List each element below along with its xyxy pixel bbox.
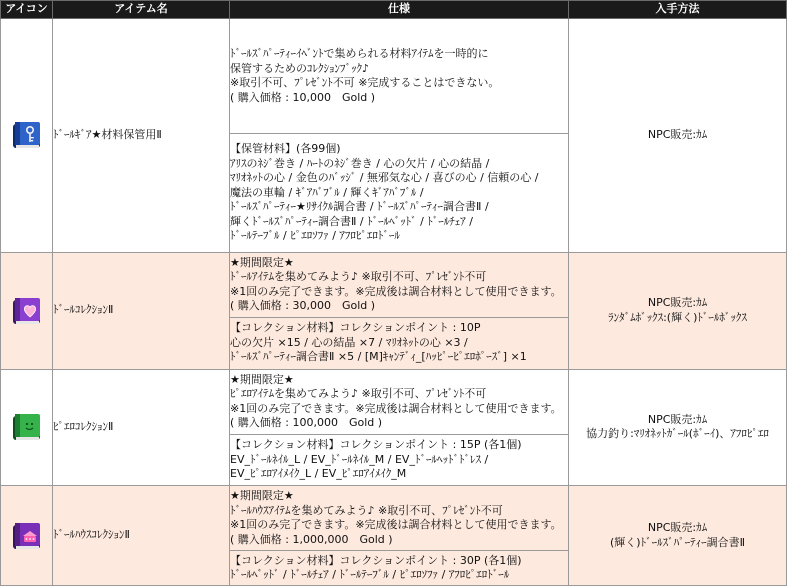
item-icon-cell [1,369,53,486]
spec-line: EV_ﾄﾞｰﾙﾈｲﾙ_L / EV_ﾄﾞｰﾙﾈｲﾙ_M / EV_ﾄﾞｰﾙﾍｯﾄﾞﾄﾞﾚｽ / [230,452,489,466]
spec-line: 魔法の車輪 / ｷﾞｱﾊﾞﾌﾞﾙ / 輝くｷﾞｱﾊﾞﾌﾞﾙ / [230,185,424,199]
spec-line: ﾄﾞｰﾙﾊｳｽｱｲﾃﾑを集めてみよう♪ ※取引不可、ﾌﾟﾚｾﾞﾝﾄ不可 [230,503,503,517]
spec-line: ﾄﾞｰﾙﾃｰﾌﾞﾙ / ﾋﾟｴﾛｿﾌｧ / ｱﾌﾛﾋﾟｴﾛﾄﾞｰﾙ [230,229,400,243]
method-line: 協力釣り:ﾏﾘｵﾈｯﾄｶﾞｰﾙ(ﾎﾞｰｲ)、ｱﾌﾛﾋﾟｴﾛ [586,427,769,441]
method-line: ﾗﾝﾀﾞﾑﾎﾞｯｸｽ:(輝く)ﾄﾞｰﾙﾎﾞｯｸｽ [608,310,747,324]
green-book-clown-icon [11,411,43,443]
spec-line: ★期間限定★ [230,255,294,269]
acquisition-method [569,369,787,486]
spec-line: ※1回のみ完了できます。※完成後は調合材料として使用できます。 [230,518,562,532]
acquisition-method [569,252,787,369]
spec-line: 保管するためのｺﾚｸｼｮﾝﾌﾞｯｸ♪ [230,61,370,75]
method-line: NPC販売:ｶﾑ [647,128,708,142]
spec-line: ( 購入価格 : 30,000 Gold ) [230,299,376,313]
spec-line: ﾋﾟｴﾛｱｲﾃﾑを集めてみよう♪ ※取引不可、ﾌﾟﾚｾﾞﾝﾄ不可 [230,387,487,401]
spec-line: 【コレクション材料】コレクションポイント : 30P (各1個) [230,553,522,567]
header-row [1,1,787,19]
spec-line: ★期間限定★ [230,489,294,503]
spec-description [230,369,569,434]
method-line: (輝く)ﾄﾞｰﾙｽﾞﾊﾟｰﾃｨｰ調合書Ⅱ [610,535,745,549]
header-method: 入手方法 [569,1,787,19]
spec-materials [230,134,569,253]
item-name: ﾋﾟｴﾛｺﾚｸｼｮﾝⅡ [53,369,230,486]
spec-line: 【コレクション材料】コレクションポイント : 10P [230,321,481,335]
spec-line: ﾄﾞｰﾙｱｲﾃﾑを集めてみよう♪ ※取引不可、ﾌﾟﾚｾﾞﾝﾄ不可 [230,270,487,284]
spec-line: ( 購入価格 : 10,000 Gold ) [230,90,376,104]
spec-materials [230,434,569,486]
table-row [1,252,787,317]
table-row [1,369,787,434]
spec-line: ※1回のみ完了できます。※完成後は調合材料として使用できます。 [230,284,562,298]
header-spec: 仕様 [230,1,569,19]
spec-line: ★期間限定★ [230,372,294,386]
spec-line: ※1回のみ完了できます。※完成後は調合材料として使用できます。 [230,401,562,415]
acquisition-method [569,486,787,586]
spec-description [230,486,569,551]
spec-line: ﾄﾞｰﾙｽﾞﾊﾟｰﾃｨｰ調合書Ⅱ ×5 / [M]ｷｬﾝﾃﾞｨ_[ﾊｯﾋﾟｰﾋﾟｴﾛﾎﾟｰｽﾞ] ×1 [230,350,527,364]
spec-line: 【保管材料】(各99個) [230,142,341,156]
spec-materials [230,551,569,586]
method-line: NPC販売:ｶﾑ [647,412,708,426]
item-name: ﾄﾞｰﾙｺﾚｸｼｮﾝⅡ [53,252,230,369]
table-row [1,486,787,551]
spec-line: EV_ﾋﾟｴﾛｱｲﾒｲｸ_L / EV_ﾋﾟｴﾛｱｲﾒｲｸ_M [230,467,407,481]
item-name: ﾄﾞｰﾙﾊｳｽｺﾚｸｼｮﾝⅡ [53,486,230,586]
acquisition-method [569,19,787,253]
spec-line: 心の欠片 ×15 / 心の結晶 ×7 / ﾏﾘｵﾈｯﾄの心 ×3 / [230,335,468,349]
method-line: NPC販売:ｶﾑ [647,296,708,310]
purple-book-heart-icon [11,295,43,327]
blue-book-key-icon [11,119,43,151]
spec-line: ﾄﾞｰﾙﾍﾞｯﾄﾞ / ﾄﾞｰﾙﾁｪｱ / ﾄﾞｰﾙﾃｰﾌﾞﾙ / ﾋﾟｴﾛｿﾌｧ / ｱﾌﾛﾋﾟｴﾛﾄﾞｰﾙ [230,568,510,582]
spec-line: ﾄﾞｰﾙｽﾞﾊﾟｰﾃｨｰｲﾍﾞﾝﾄで集められる材料ｱｲﾃﾑを一時的に [230,47,489,60]
spec-description [230,252,569,317]
spec-line: ( 購入価格 : 1,000,000 Gold ) [230,532,393,546]
spec-description [230,19,569,134]
header-icon: アイコン [1,1,53,19]
header-name: アイテム名 [53,1,230,19]
spec-line: ※取引不可、ﾌﾟﾚｾﾞﾝﾄ不可 ※完成することはできない。 [230,76,500,89]
table-row [1,19,787,134]
spec-materials [230,317,569,369]
spec-line: ( 購入価格 : 100,000 Gold ) [230,416,383,430]
purple-book-house-icon [11,520,43,552]
spec-line: ｱﾘｽのﾈｼﾞ巻き / ﾊｰﾄのﾈｼﾞ巻き / 心の欠片 / 心の結晶 / [230,156,490,170]
spec-line: ﾄﾞｰﾙｽﾞﾊﾟｰﾃｨｰ★ﾘｻｲｸﾙ調合書 / ﾄﾞｰﾙｽﾞﾊﾟｰﾃｨｰ調合書Ⅱ / [230,200,489,214]
spec-line: 輝くﾄﾞｰﾙｽﾞﾊﾟｰﾃｨｰ調合書Ⅱ / ﾄﾞｰﾙﾍﾞｯﾄﾞ / ﾄﾞｰﾙﾁｪｱ / [230,214,474,228]
method-line: NPC販売:ｶﾑ [647,521,708,535]
item-icon-cell [1,486,53,586]
item-name: ﾄﾞｰﾙｷﾞｱ★材料保管用Ⅱ [53,19,230,253]
item-icon-cell [1,252,53,369]
item-icon-cell [1,19,53,253]
spec-line: 【コレクション材料】コレクションポイント : 15P (各1個) [230,438,522,452]
spec-line: ﾏﾘｵﾈｯﾄの心 / 金色のﾊﾞｯｼﾞ / 無邪気な心 / 喜びの心 / 信頼の心 / [230,171,539,185]
